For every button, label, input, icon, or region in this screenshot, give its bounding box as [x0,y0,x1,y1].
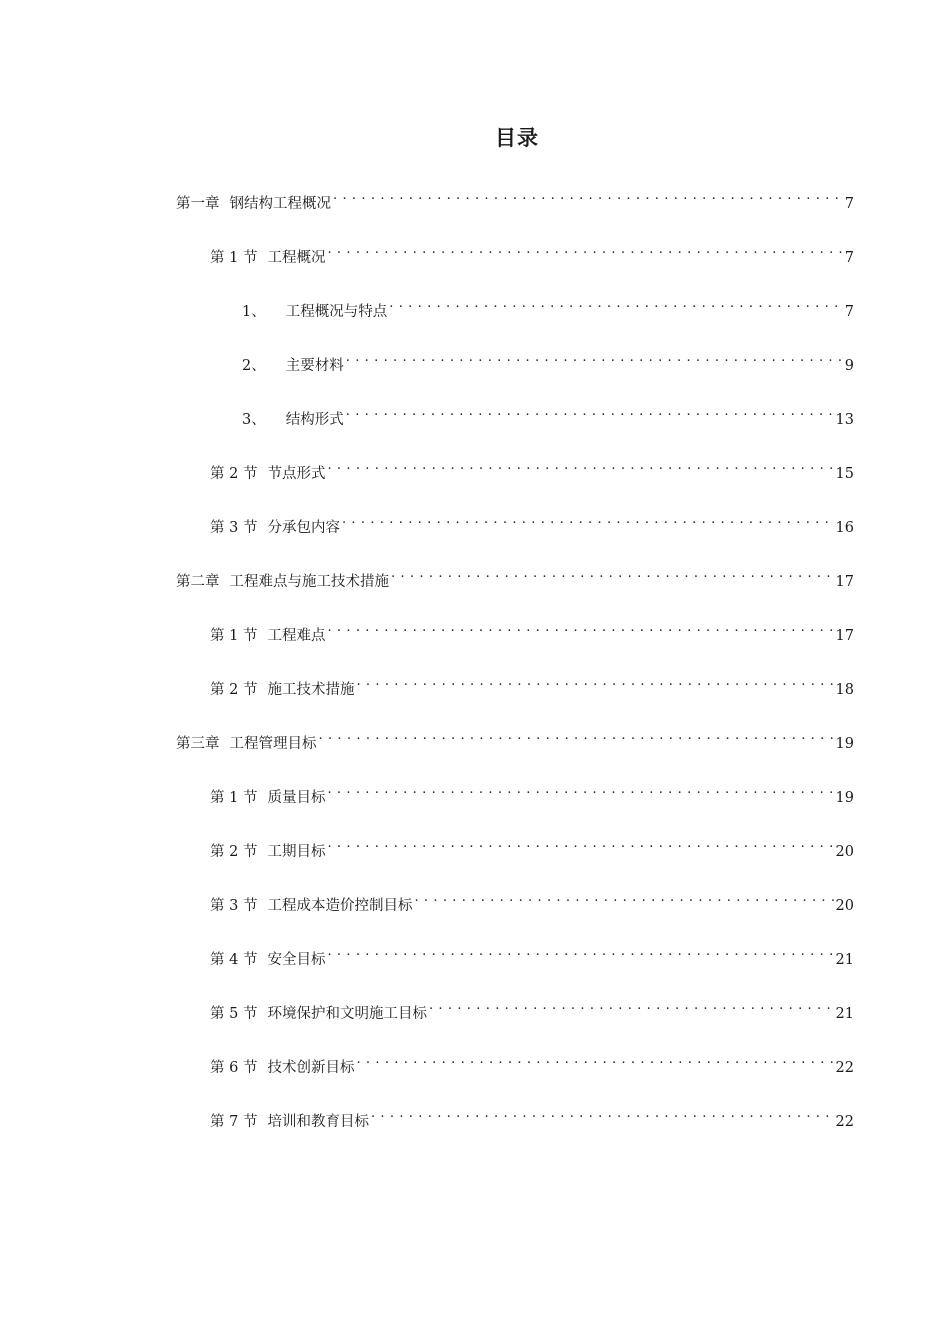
toc-entry-number: 第 2 节 [210,682,258,698]
toc-dot-leader [342,508,834,532]
toc-entry-number: 3、 [242,412,266,428]
toc-dot-leader [356,1048,833,1072]
toc-entry-text: 工程难点与施工技术措施 [229,574,389,590]
toc-entry-section[interactable] [0,1047,950,1101]
toc-entry-text: 工期目标 [267,844,326,860]
toc-entry-page: 19 [835,736,854,752]
toc-entry-number: 1、 [242,304,266,320]
toc-entry-subsection[interactable] [0,399,950,453]
toc-entry-text: 结构形式 [285,412,344,428]
toc-entry-text: 分承包内容 [267,520,340,536]
toc-entry-text: 环境保护和文明施工目标 [267,1006,427,1022]
toc-entry-section[interactable] [0,777,950,831]
toc-entry-text: 工程概况 [267,250,326,266]
toc-dot-leader [319,724,834,748]
toc-dot-leader [327,940,833,964]
toc-entry-text: 技术创新目标 [267,1060,355,1076]
toc-entry-number: 第 3 节 [210,898,258,914]
toc-entry-text: 工程概况与特点 [285,304,388,320]
toc-entry-page: 21 [835,1006,854,1022]
toc-dot-leader [346,346,843,370]
toc-entry-section[interactable] [0,507,950,561]
toc-entry-section[interactable] [0,1101,950,1155]
toc-entry-page: 18 [835,682,854,698]
toc-entry-page: 16 [835,520,854,536]
toc-entry-section[interactable] [0,993,950,1047]
toc-entry-page: 20 [835,844,854,860]
toc-entry-section[interactable] [0,885,950,939]
toc-entry-page: 17 [835,574,854,590]
toc-entry-section[interactable] [0,831,950,885]
toc-dot-leader [356,670,833,694]
toc-entry-page: 21 [835,952,854,968]
toc-entry-text: 质量目标 [267,790,326,806]
toc-entry-page: 15 [835,466,854,482]
toc-dot-leader [327,454,833,478]
toc-entry-text: 工程难点 [267,628,326,644]
toc-entry-subsection[interactable] [0,345,950,399]
toc-entry-number: 第 1 节 [210,628,258,644]
toc-list [0,183,950,1155]
toc-entry-text: 钢结构工程概况 [229,196,331,212]
toc-entry-page: 22 [835,1114,854,1130]
toc-dot-leader [327,238,842,262]
toc-dot-leader [327,832,833,856]
toc-entry-section[interactable] [0,669,950,723]
toc-entry-number: 第 7 节 [210,1114,258,1130]
toc-entry-subsection[interactable] [0,291,950,345]
toc-dot-leader [327,778,833,802]
toc-entry-number: 第 5 节 [210,1006,258,1022]
toc-entry-page: 7 [844,304,854,320]
toc-entry-page: 20 [835,898,854,914]
toc-entry-number: 第 2 节 [210,844,258,860]
toc-entry-section[interactable] [0,615,950,669]
toc-entry-text: 施工技术措施 [267,682,355,698]
toc-entry-text: 节点形式 [267,466,326,482]
toc-dot-leader [371,1102,834,1126]
toc-entry-chapter-1[interactable] [0,183,950,237]
toc-entry-page: 19 [835,790,854,806]
toc-entry-chapter-3[interactable] [0,723,950,777]
toc-entry-page: 13 [835,412,854,428]
toc-dot-leader [333,184,843,208]
toc-entry-number: 第三章 [176,736,220,752]
toc-title: 目录 [495,126,539,150]
toc-entry-number: 第 4 节 [210,952,258,968]
toc-entry-page: 22 [835,1060,854,1076]
toc-entry-text: 安全目标 [267,952,326,968]
toc-entry-section[interactable] [0,453,950,507]
toc-entry-chapter-2[interactable] [0,561,950,615]
toc-entry-text: 培训和教育目标 [267,1114,369,1130]
toc-entry-section[interactable] [0,237,950,291]
toc-entry-number: 第 3 节 [210,520,258,536]
toc-dot-leader [346,400,834,424]
toc-dot-leader [389,292,843,316]
toc-entry-number: 第一章 [176,196,220,212]
toc-dot-leader [327,616,833,640]
toc-dot-leader [391,562,834,586]
toc-entry-section[interactable] [0,939,950,993]
toc-entry-text: 工程管理目标 [229,736,317,752]
toc-entry-page: 9 [844,358,854,374]
toc-entry-number: 第 6 节 [210,1060,258,1076]
toc-entry-number: 第 1 节 [210,790,258,806]
toc-entry-number: 第 1 节 [210,250,258,266]
toc-dot-leader [429,994,834,1018]
toc-entry-number: 2、 [242,358,266,374]
toc-entry-text: 工程成本造价控制目标 [267,898,413,914]
toc-entry-text: 主要材料 [285,358,344,374]
toc-entry-number: 第二章 [176,574,220,590]
toc-entry-number: 第 2 节 [210,466,258,482]
toc-dot-leader [414,886,833,910]
toc-entry-page: 7 [844,196,854,212]
toc-entry-page: 7 [844,250,854,266]
toc-entry-page: 17 [835,628,854,644]
